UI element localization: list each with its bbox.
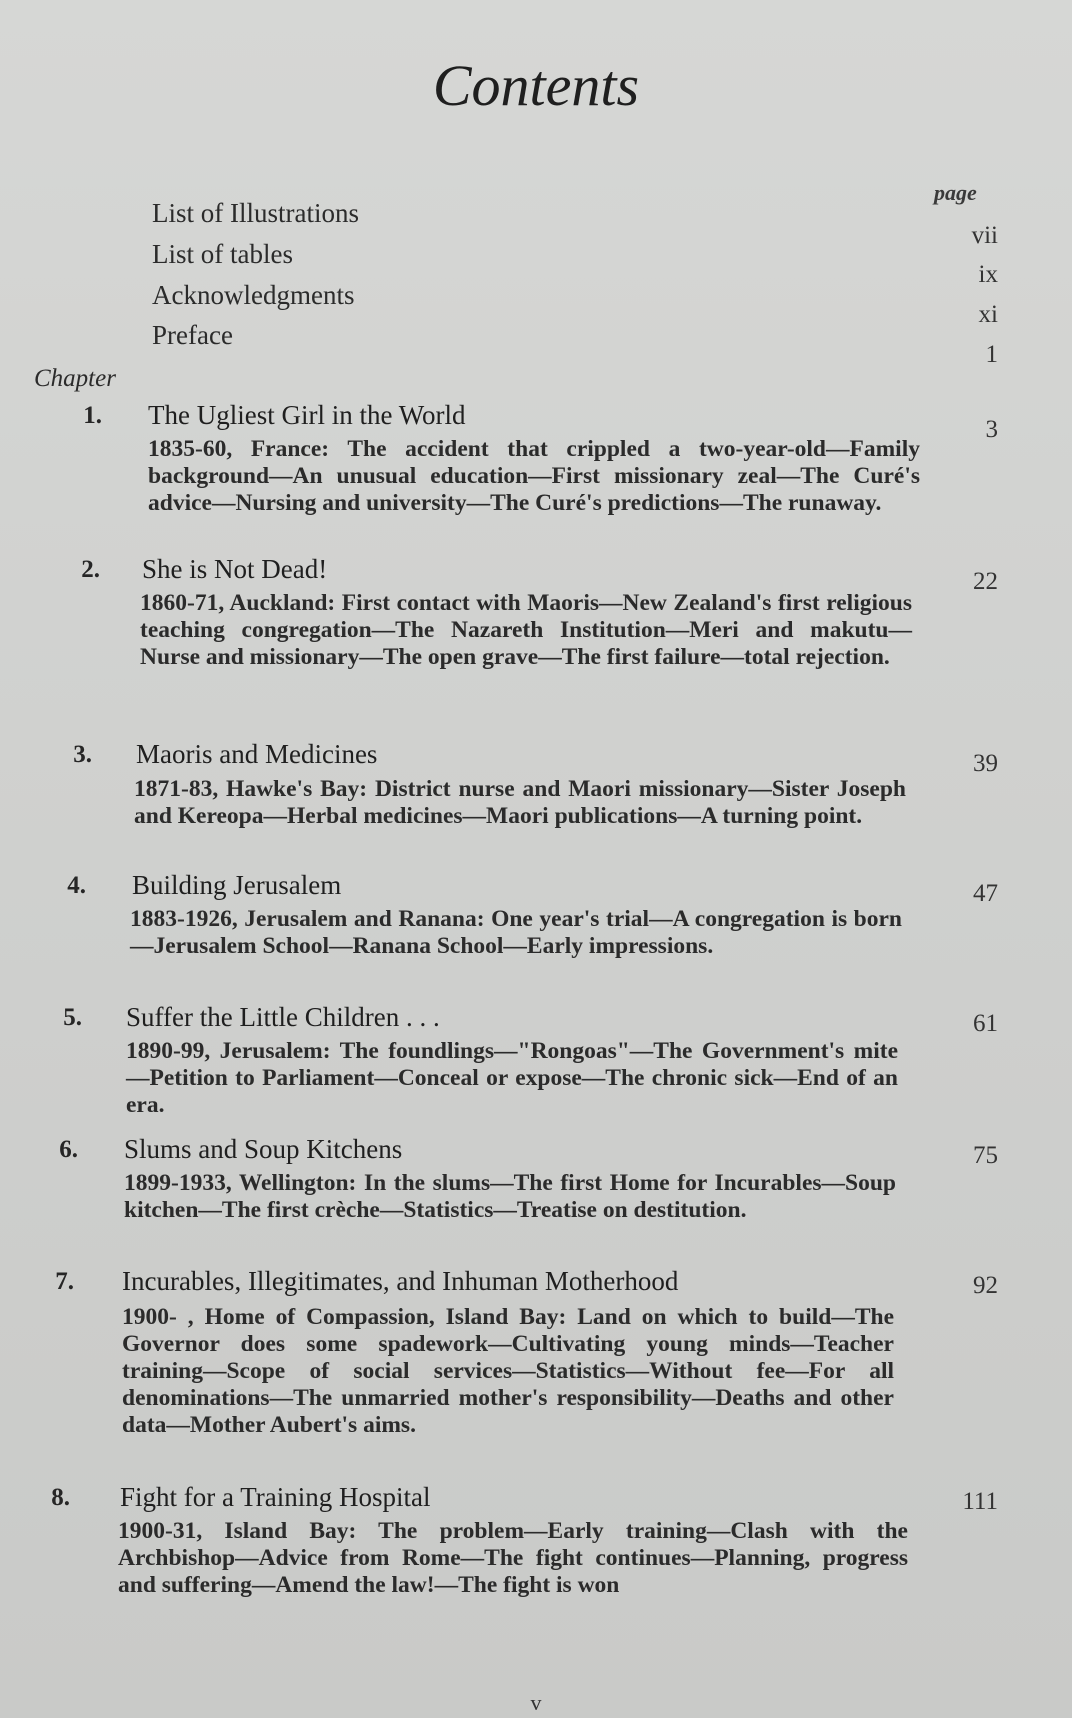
chapter-number: 7. [55, 1268, 74, 1295]
page-column-header: page [934, 180, 977, 205]
chapter-title: The Ugliest Girl in the World [148, 400, 466, 430]
chapter-number: 4. [67, 872, 86, 899]
chapter-summary: 1890-99, Jerusalem: The foundlings—"Rongoas"—The Government's mite—Petition to Parliament—Conceal or expose—The chronic sick—End of an era. [126, 1038, 898, 1118]
front-matter-page: 1 [985, 341, 998, 368]
chapter-page: 47 [973, 880, 998, 907]
chapter-number: 8. [51, 1484, 70, 1511]
chapter-title: Incurables, Illegitimates, and Inhuman Motherhood [122, 1266, 679, 1296]
page-folio: v [530, 1690, 542, 1715]
front-matter-item-tables: List of tables [152, 239, 293, 269]
chapter-page: 3 [985, 416, 998, 443]
front-matter-page: ix [978, 261, 998, 288]
chapter-page: 92 [973, 1272, 998, 1299]
chapter-summary: 1860-71, Auckland: First contact with Maoris—New Zealand's first religious teaching congregation—The Nazareth Institution—Meri and makutu—Nurse and missionary—The open grave—The first failure—total rejection. [140, 590, 912, 670]
chapter-label: Chapter [34, 365, 116, 392]
chapter-summary: 1871-83, Hawke's Bay: District nurse and Maori missionary—Sister Joseph and Kereopa—Herbal medicines—Maori publications—A turning point. [134, 776, 906, 829]
chapter-number: 6. [59, 1136, 78, 1163]
chapter-page: 75 [973, 1142, 998, 1169]
chapter-title: Building Jerusalem [132, 870, 342, 900]
chapter-title: Slums and Soup Kitchens [124, 1134, 403, 1164]
page-title: Contents [432, 53, 640, 118]
front-matter-item-acknowledgments: Acknowledgments [152, 280, 355, 310]
chapter-summary: 1899-1933, Wellington: In the slums—The first Home for Incurables—Soup kitchen—The first crèche—Statistics—Treatise on destitution. [124, 1170, 896, 1223]
front-matter-item-preface: Preface [152, 320, 233, 350]
chapter-summary: 1900- , Home of Compassion, Island Bay: Land on which to build—The Governor does some spadework—Cultivating young minds—Teacher training—Scope of social services—Statistics—Without fee—For all denominations—The unmarried mother's responsibility—Deaths and other data—Mother Aubert's aims. [122, 1304, 894, 1438]
chapter-number: 5. [63, 1004, 82, 1031]
chapter-title: Maoris and Medicines [136, 739, 378, 769]
chapter-title: Fight for a Training Hospital [120, 1482, 431, 1512]
chapter-page: 39 [973, 750, 998, 777]
front-matter-page: vii [971, 222, 998, 249]
chapter-title: Suffer the Little Children . . . [126, 1002, 440, 1032]
chapter-summary: 1883-1926, Jerusalem and Ranana: One year's trial—A congregation is born—Jerusalem School—Ranana School—Early impressions. [130, 906, 902, 959]
chapter-summary: 1835-60, France: The accident that crippled a two-year-old—Family background—An unusual education—First missionary zeal—The Curé's advice—Nursing and university—The Curé's predictions—The runaway. [148, 436, 920, 516]
chapter-number: 2. [81, 556, 100, 583]
chapter-summary: 1900-31, Island Bay: The problem—Early training—Clash with the Archbishop—Advice from Rome—The fight continues—Planning, progress and suffering—Amend the law!—The fight is won [118, 1518, 908, 1598]
chapter-number: 3. [73, 741, 92, 768]
chapter-page: 22 [973, 568, 998, 595]
chapter-number: 1. [83, 402, 102, 429]
chapter-page: 61 [973, 1010, 998, 1037]
chapter-title: She is Not Dead! [142, 554, 328, 584]
chapter-page: 111 [962, 1488, 998, 1515]
front-matter-item-illustrations: List of Illustrations [152, 198, 359, 228]
front-matter-page: xi [978, 301, 998, 328]
